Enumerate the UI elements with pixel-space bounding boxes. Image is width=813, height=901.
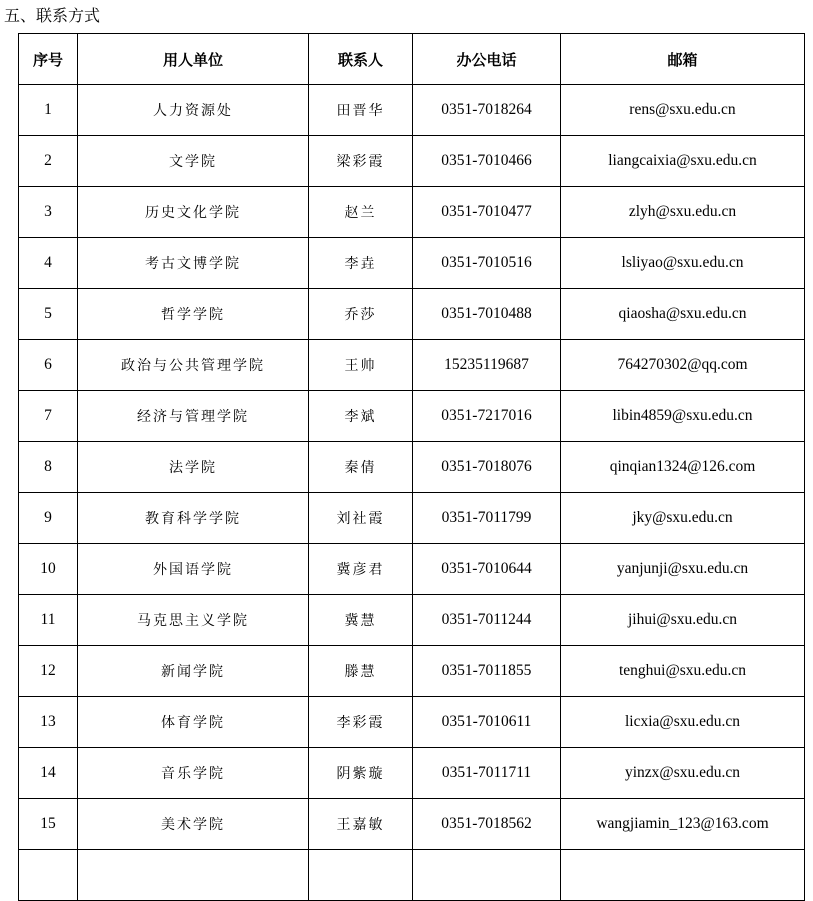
cell-contact: 梁彩霞 [309, 136, 413, 187]
cell-phone: 0351-7011711 [413, 748, 561, 799]
cell-index: 14 [19, 748, 78, 799]
cell-unit: 教育科学学院 [78, 493, 309, 544]
cell-email: liangcaixia@sxu.edu.cn [561, 136, 805, 187]
cell-index: 8 [19, 442, 78, 493]
table-row [19, 799, 805, 850]
table-row-partial [19, 850, 805, 901]
cell-index: 10 [19, 544, 78, 595]
cell-email: yanjunji@sxu.edu.cn [561, 544, 805, 595]
cell-unit: 政治与公共管理学院 [78, 340, 309, 391]
cell-email: libin4859@sxu.edu.cn [561, 391, 805, 442]
cell-unit [78, 850, 309, 901]
section-heading: 五、联系方式 [4, 6, 101, 25]
cell-unit: 文学院 [78, 136, 309, 187]
cell-contact: 刘社霞 [309, 493, 413, 544]
table-row [19, 697, 805, 748]
cell-index: 7 [19, 391, 78, 442]
cell-email: rens@sxu.edu.cn [561, 85, 805, 136]
table-row [19, 493, 805, 544]
cell-contact: 秦倩 [309, 442, 413, 493]
cell-phone: 0351-7011244 [413, 595, 561, 646]
cell-unit: 法学院 [78, 442, 309, 493]
cell-index: 6 [19, 340, 78, 391]
cell-phone: 0351-7217016 [413, 391, 561, 442]
cell-phone: 0351-7010516 [413, 238, 561, 289]
table-row [19, 748, 805, 799]
cell-unit: 外国语学院 [78, 544, 309, 595]
table-header-row [19, 34, 805, 85]
cell-email: licxia@sxu.edu.cn [561, 697, 805, 748]
cell-contact: 冀彦君 [309, 544, 413, 595]
cell-unit: 体育学院 [78, 697, 309, 748]
cell-contact: 阴紫璇 [309, 748, 413, 799]
table-row [19, 136, 805, 187]
header-contact: 联系人 [309, 34, 413, 85]
header-phone: 办公电话 [413, 34, 561, 85]
cell-index [19, 850, 78, 901]
cell-phone: 0351-7011799 [413, 493, 561, 544]
table-row [19, 187, 805, 238]
cell-phone: 0351-7010488 [413, 289, 561, 340]
cell-unit: 马克思主义学院 [78, 595, 309, 646]
cell-email [561, 850, 805, 901]
table-row [19, 442, 805, 493]
table-row [19, 595, 805, 646]
cell-email: yinzx@sxu.edu.cn [561, 748, 805, 799]
table-body [19, 85, 805, 901]
cell-email: zlyh@sxu.edu.cn [561, 187, 805, 238]
cell-index: 3 [19, 187, 78, 238]
table-row [19, 646, 805, 697]
cell-phone: 15235119687 [413, 340, 561, 391]
cell-contact: 李斌 [309, 391, 413, 442]
cell-phone: 0351-7010644 [413, 544, 561, 595]
cell-contact: 滕慧 [309, 646, 413, 697]
cell-index: 12 [19, 646, 78, 697]
table-row [19, 340, 805, 391]
cell-phone: 0351-7018562 [413, 799, 561, 850]
cell-email: lsliyao@sxu.edu.cn [561, 238, 805, 289]
cell-phone: 0351-7010466 [413, 136, 561, 187]
table-row [19, 238, 805, 289]
cell-phone: 0351-7010477 [413, 187, 561, 238]
cell-unit: 新闻学院 [78, 646, 309, 697]
cell-unit: 考古文博学院 [78, 238, 309, 289]
cell-unit: 经济与管理学院 [78, 391, 309, 442]
cell-email: 764270302@qq.com [561, 340, 805, 391]
cell-phone: 0351-7011855 [413, 646, 561, 697]
cell-contact: 赵兰 [309, 187, 413, 238]
cell-index: 1 [19, 85, 78, 136]
cell-contact: 王帅 [309, 340, 413, 391]
cell-index: 11 [19, 595, 78, 646]
cell-index: 2 [19, 136, 78, 187]
cell-unit: 哲学学院 [78, 289, 309, 340]
cell-unit: 音乐学院 [78, 748, 309, 799]
cell-contact: 乔莎 [309, 289, 413, 340]
cell-phone: 0351-7010611 [413, 697, 561, 748]
table-row [19, 289, 805, 340]
cell-index: 5 [19, 289, 78, 340]
table-row [19, 544, 805, 595]
cell-index: 13 [19, 697, 78, 748]
cell-email: wangjiamin_123@163.com [561, 799, 805, 850]
cell-index: 15 [19, 799, 78, 850]
cell-unit: 人力资源处 [78, 85, 309, 136]
header-email: 邮箱 [561, 34, 805, 85]
cell-contact: 李彩霞 [309, 697, 413, 748]
cell-unit: 美术学院 [78, 799, 309, 850]
cell-email: tenghui@sxu.edu.cn [561, 646, 805, 697]
header-index: 序号 [19, 34, 78, 85]
cell-contact: 冀慧 [309, 595, 413, 646]
cell-phone: 0351-7018076 [413, 442, 561, 493]
cell-contact: 王嘉敏 [309, 799, 413, 850]
cell-index: 9 [19, 493, 78, 544]
cell-email: qinqian1324@126.com [561, 442, 805, 493]
cell-contact [309, 850, 413, 901]
cell-index: 4 [19, 238, 78, 289]
cell-phone: 0351-7018264 [413, 85, 561, 136]
header-unit: 用人单位 [78, 34, 309, 85]
cell-unit: 历史文化学院 [78, 187, 309, 238]
cell-email: jihui@sxu.edu.cn [561, 595, 805, 646]
cell-contact: 李垚 [309, 238, 413, 289]
cell-contact: 田晋华 [309, 85, 413, 136]
cell-phone [413, 850, 561, 901]
contact-table [18, 33, 805, 901]
cell-email: qiaosha@sxu.edu.cn [561, 289, 805, 340]
cell-email: jky@sxu.edu.cn [561, 493, 805, 544]
table-row [19, 391, 805, 442]
table-row [19, 85, 805, 136]
